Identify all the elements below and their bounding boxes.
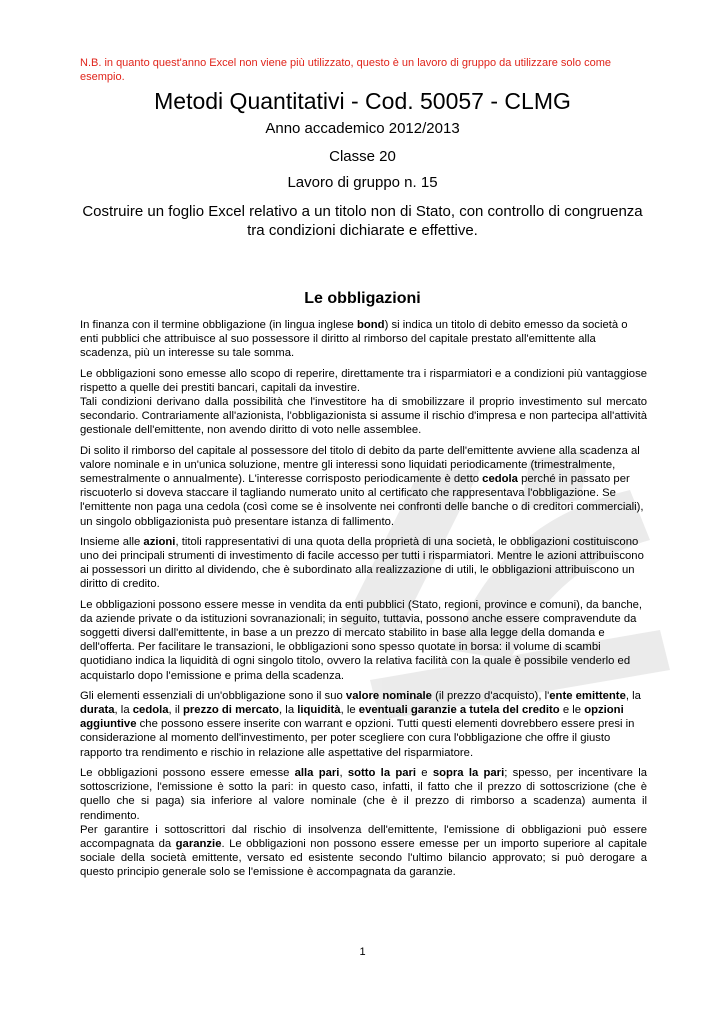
paragraph: Di solito il rimborso del capitale al possessore del titolo di debito da parte dell'emittente avviene alla scadenza al valore nominale e in un'unica soluzione, mentre gli interessi sono liquidati periodicamente (trimestralmente, semestralmente o annualmente). L'interesse corrisposto periodicamente è detto cedola perché in passato per riscuoterlo si doveva staccare il tagliando numerato unito al certificato che rappresentava l'obbligazione. Se l'emittente non paga una cedola (così come se è insolvente nei confronti delle banche o di creditori commerciali), un singolo obbligazionista può presentare istanza di fallimento.: [80, 444, 644, 528]
assignment-text: Costruire un foglio Excel relativo a un titolo non di Stato, con controllo di congruenza tra condizioni dichiarate e effettive.: [82, 203, 643, 239]
page-number: 1: [359, 946, 366, 958]
paragraph: In finanza con il termine obbligazione (in lingua inglese bond) si indica un titolo di debito emesso da società o enti pubblici che attribuisce al suo possessore il diritto al rimborso del capitale prestato all'emittente alla scadenza, più un interesse su tale somma.: [80, 319, 628, 360]
paragraph: Tali condizioni derivano dalla possibilità che l'investitore ha di smobilizzare il proprio investimento sul mercato secondario. Contrariamente all'azionista, l'obbligazionista si assume il rischio d'impresa e non partecipa all'attività gestionale dell'emittente, non avendo diritto di voto nelle assemblee.: [80, 396, 647, 437]
paragraph: Le obbligazioni possono essere emesse alla pari, sotto la pari e sopra la pari; spesso, per incentivare la sottoscrizione, l'emissione è sotto la pari: in questo caso, infatti, il fatto che il prezzo di sottoscrizione (che è quello che si paga) sia inferiore al valore nominale (che è il prezzo di rimborso a scadenza) aumenta il rendimento.: [80, 766, 648, 822]
class-label: Classe 20: [329, 148, 396, 165]
paragraph: Gli elementi essenziali di un'obbligazione sono il suo valore nominale (il prezzo d'acquisto), l'ente emittente, la durata, la cedola, il prezzo di mercato, la liquidità, le eventuali garanzie a tutela del credito e le opzioni aggiuntive che possono essere inserite con warrant e opzioni. Tutti questi elementi dovrebbero essere presi in considerazione al momento dell'investimento, per poter scegliere con cura l'obbligazione che offre il giusto rapporto tra rendimento e rischio in relazione alle aspettative del risparmiatore.: [80, 689, 641, 759]
section-title: Le obbligazioni: [304, 290, 421, 307]
paragraph: Le obbligazioni possono essere messe in vendita da enti pubblici (Stato, regioni, province e comuni), da banche, da aziende private o da istituzioni sovranazionali; in seguito, tuttavia, possono anche essere compravendute da soggetti diversi dall'emittente, in base a un prezzo di mercato stabilito in base alla legge della domanda e dell'offerta. Per facilitare le transazioni, le obbligazioni sono spesso quotate in borsa: il volume di scambi quotidiano indica la liquidità di ogni singolo titolo, ovvero la relativa facilità con la quale è possibile venderlo ed acquistarlo dopo l'emissione e prima della scadenza.: [80, 598, 643, 682]
document-body: [80, 318, 647, 886]
group-work-label: Lavoro di gruppo n. 15: [287, 174, 438, 191]
paragraph: Le obbligazioni sono emesse allo scopo di reperire, direttamente tra i risparmiatori e a condizioni più vantaggiose rispetto a quelle dei prestiti bancari, capitali da investire.: [80, 367, 647, 394]
paragraph: Per garantire i sottoscrittori dal rischio di insolvenza dell'emittente, l'emissione di obbligazioni può essere accompagnata da garanzie. Le obbligazioni non possono essere emesse per un importo superiore al capitale sociale della società emittente, versato ed esistente secondo l'ultimo bilancio approvato; si può derogare a questo principio generale solo se l'emissione è accompagnata da garanzie.: [80, 823, 648, 879]
paragraph: Insieme alle azioni, titoli rappresentativi di una quota della proprietà di una società, le obbligazioni costituiscono uno dei principali strumenti di investimento di facile accesso per tutti i risparmiatori. Mentre le azioni attribuiscono ai possessori un diritto al dividendo, che è subordinato alla realizzazione di utili, le obbligazioni attribuiscono un diritto di credito.: [80, 535, 644, 591]
note-text: N.B. in quanto quest'anno Excel non viene più utilizzato, questo è un lavoro di gruppo da utilizzare solo come esempio.: [80, 57, 612, 83]
academic-year: Anno accademico 2012/2013: [265, 120, 460, 137]
page-title: Metodi Quantitativi - Cod. 50057 - CLMG: [154, 88, 571, 114]
